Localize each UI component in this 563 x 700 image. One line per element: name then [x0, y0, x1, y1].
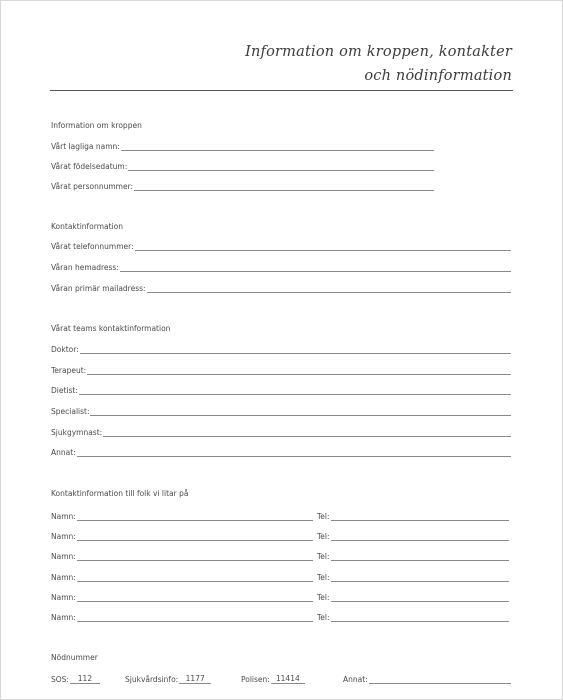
name-field[interactable] — [51, 592, 313, 602]
emergency-label: Annat: — [343, 674, 368, 684]
trusted-contact-row — [51, 551, 511, 561]
field-label: Terapeut: — [51, 365, 87, 375]
field-doctor[interactable] — [51, 344, 511, 354]
emergency-health-info — [125, 674, 211, 684]
field-line[interactable] — [77, 581, 313, 582]
phone-field[interactable] — [317, 551, 509, 561]
trusted-contact-row — [51, 531, 511, 541]
phone-field[interactable] — [317, 511, 509, 521]
field-legal-name[interactable] — [51, 141, 434, 151]
name-field[interactable] — [51, 572, 313, 582]
name-field[interactable] — [51, 511, 313, 521]
field-line[interactable] — [134, 190, 434, 191]
trusted-contact-row — [51, 592, 511, 602]
name-label: Namn: — [51, 511, 76, 521]
field-line[interactable] — [80, 353, 511, 354]
name-field[interactable] — [51, 531, 313, 541]
tel-label: Tel: — [317, 572, 330, 582]
phone-field[interactable] — [317, 531, 509, 541]
field-label: Vårat personnummer: — [51, 181, 134, 191]
field-label: Doktor: — [51, 344, 79, 354]
name-label: Namn: — [51, 592, 76, 602]
section-heading-contact: Kontaktinformation — [51, 222, 123, 231]
field-line[interactable] — [331, 560, 509, 561]
field-personal-number[interactable] — [51, 181, 434, 191]
emergency-label: Polisen: — [241, 674, 270, 684]
field-line[interactable] — [77, 540, 313, 541]
phone-field[interactable] — [317, 612, 509, 622]
tel-label: Tel: — [317, 531, 330, 541]
field-phone[interactable] — [51, 241, 511, 251]
emergency-label: Sjukvårdsinfo: — [125, 674, 179, 684]
emergency-value: 112 — [70, 675, 100, 685]
tel-label: Tel: — [317, 511, 330, 521]
field-line[interactable] — [103, 436, 511, 437]
field-label: Sjukgymnast: — [51, 427, 103, 437]
phone-field[interactable] — [317, 572, 509, 582]
field-label: Dietist: — [51, 385, 78, 395]
field-line[interactable] — [87, 374, 511, 375]
emergency-value: 1177 — [179, 675, 211, 685]
field-line[interactable] — [77, 601, 313, 602]
field-label: Våran hemadress: — [51, 262, 119, 272]
field-line[interactable] — [147, 292, 511, 293]
field-label: Vårat födelsedatum: — [51, 161, 128, 171]
tel-label: Tel: — [317, 551, 330, 561]
field-line[interactable] — [120, 271, 511, 272]
name-field[interactable] — [51, 612, 313, 622]
emergency-other[interactable] — [343, 674, 511, 684]
field-line[interactable] — [90, 415, 511, 416]
field-label: Vårat telefonnummer: — [51, 241, 134, 251]
emergency-sos — [51, 674, 100, 684]
field-line[interactable] — [77, 456, 511, 457]
field-home-address[interactable] — [51, 262, 511, 272]
emergency-numbers-row — [51, 674, 511, 684]
field-line[interactable] — [79, 394, 511, 395]
field-birth-date[interactable] — [51, 161, 434, 171]
name-label: Namn: — [51, 612, 76, 622]
field-line[interactable] — [121, 150, 434, 151]
field-line[interactable] — [135, 250, 511, 251]
field-physiotherapist[interactable] — [51, 427, 511, 437]
emergency-value[interactable] — [369, 682, 511, 684]
field-line[interactable] — [77, 520, 313, 521]
name-field[interactable] — [51, 551, 313, 561]
field-specialist[interactable] — [51, 406, 511, 416]
phone-field[interactable] — [317, 592, 509, 602]
tel-label: Tel: — [317, 592, 330, 602]
trusted-contact-row — [51, 572, 511, 582]
header-divider — [50, 90, 513, 91]
trusted-contact-row — [51, 511, 511, 521]
section-heading-team: Vårat teams kontaktinformation — [51, 324, 171, 333]
field-line[interactable] — [331, 601, 509, 602]
emergency-police — [241, 674, 305, 684]
field-line[interactable] — [331, 581, 509, 582]
trusted-contact-row — [51, 612, 511, 622]
section-heading-trusted: Kontaktinformation till folk vi litar på — [51, 489, 189, 498]
name-label: Namn: — [51, 531, 76, 541]
field-line[interactable] — [77, 621, 313, 622]
field-label: Specialist: — [51, 406, 90, 416]
field-label: Vårt lagliga namn: — [51, 141, 120, 151]
section-heading-body: Information om kroppen — [51, 121, 142, 130]
tel-label: Tel: — [317, 612, 330, 622]
field-label: Våran primär mailadress: — [51, 283, 146, 293]
field-line[interactable] — [331, 621, 509, 622]
field-label: Annat: — [51, 447, 76, 457]
field-other[interactable] — [51, 447, 511, 457]
field-dietitian[interactable] — [51, 385, 511, 395]
field-line[interactable] — [77, 560, 313, 561]
emergency-label: SOS: — [51, 674, 69, 684]
field-therapist[interactable] — [51, 365, 511, 375]
field-line[interactable] — [128, 170, 434, 171]
emergency-value: 11414 — [271, 675, 305, 685]
page-title-line-1: Information om kroppen, kontakter — [245, 44, 512, 60]
field-email[interactable] — [51, 283, 511, 293]
page-title-line-2: och nödinformation — [364, 68, 512, 84]
name-label: Namn: — [51, 572, 76, 582]
field-line[interactable] — [331, 540, 509, 541]
field-line[interactable] — [331, 520, 509, 521]
section-heading-emergency: Nödnummer — [51, 653, 98, 662]
name-label: Namn: — [51, 551, 76, 561]
